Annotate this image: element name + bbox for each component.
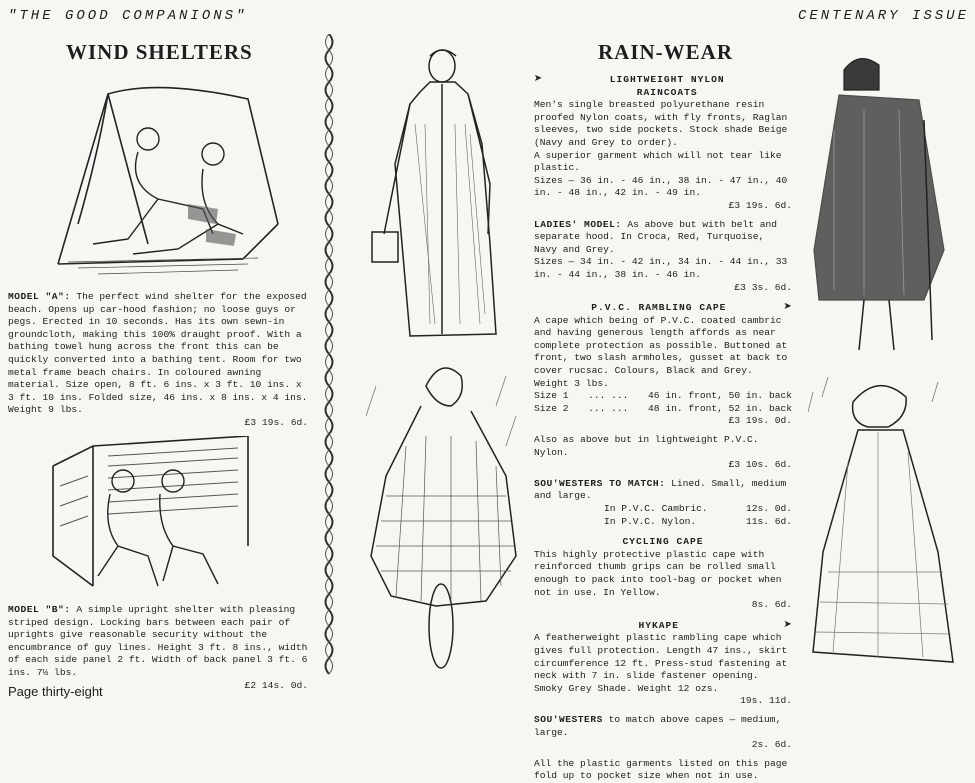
model-b-text: A simple upright shelter with pleasing striped design. Locking bars between each pair of uprights give reasonable security without the encumbrance of guy lines. Height 3 ft. 8 ins., width of each side panel 2 ft. Width of back panel 3 ft. 6 ins. 7½ lbs. <box>8 604 308 678</box>
ladies-text: As above but with belt and separate hood. In Croca, Red, Turquoise, Navy and Grey. <box>534 218 778 255</box>
hiker-cape-illustration <box>804 50 954 360</box>
pvc-size2-dots: ... ... <box>588 402 629 414</box>
final-note: All the plastic garments listed on this page fold up to pocket size when not in use. <box>534 757 788 782</box>
cycling-text: This highly protective plastic cape with reinforced thumb grips can be rolled small enough to pack into tool-bag or pocket when not in use. In Yellow. <box>534 548 782 598</box>
ladies-price: £3 3s. 6d. <box>734 281 792 293</box>
nylon-text: Men's single breasted polyurethane resin proofed Nylon coats, with fly fronts, Raglan sleeves, two side pockets. Stock shade Beige (Navy and Grey to order). <box>534 99 788 148</box>
wind-shelters-title: WIND SHELTERS <box>66 40 253 64</box>
souwester-cape-illustration <box>808 372 958 682</box>
nylon-text2: A superior garment which will not tear like plastic. <box>534 149 782 174</box>
souwesters-line1-price: 12s. 0d. <box>745 503 792 514</box>
nylon-price: £3 19s. 6d. <box>728 199 792 211</box>
souwesters-line2: In P.V.C. Nylon. <box>604 515 697 527</box>
shelter-b-illustration <box>48 436 256 594</box>
cycling-heading: CYCLING CAPE <box>622 536 704 548</box>
souwesters2-text: to match above capes — medium, large. <box>534 713 782 738</box>
cycling-price: 8s. 6d. <box>751 599 792 611</box>
arrow-right-icon: ➤ <box>783 617 792 634</box>
souwesters-line1: In P.V.C. Cambric. <box>604 503 708 514</box>
model-a-price: £3 19s. 6d. <box>244 416 308 428</box>
pvc-text: A cape which being of P.V.C. coated cambric and having generous length affords as near complete protection as possible. Buttoned at front, two slash armholes, gusset at back to cover rucsac. Colours, Black and Grey. Weight 3 lbs. <box>534 314 788 389</box>
nylon-heading-1: LIGHTWEIGHT NYLON <box>609 74 725 85</box>
shelter-a-illustration <box>38 74 308 286</box>
pvc-size1-label: Size 1 <box>534 390 569 402</box>
souwesters-text: Lined. Small, medium and large. <box>534 477 787 502</box>
man-raincoat-illustration <box>370 44 520 344</box>
model-a-block <box>8 291 308 430</box>
gutter-rope-divider <box>322 34 336 684</box>
arrow-left-icon: ➤ <box>534 72 543 88</box>
hykape-heading: HYKAPE <box>638 619 680 631</box>
model-b-label: MODEL "B": <box>8 604 71 615</box>
souwesters2-label: SOU'WESTERS <box>534 713 603 725</box>
hykape-price: 19s. 11d. <box>740 695 792 707</box>
header-right: CENTENARY ISSUE <box>797 8 969 24</box>
model-b-price: £2 14s. 0d. <box>244 679 308 691</box>
cyclist-cape-illustration <box>366 356 526 676</box>
souwesters2-price: 2s. 6d. <box>751 739 792 751</box>
model-a-label: MODEL "A": <box>8 291 71 302</box>
souwesters-label: SOU'WESTERS TO MATCH: <box>534 477 666 489</box>
nylon-sizes: Sizes — 36 in. - 46 in., 38 in. - 47 in., 40 in. - 48 in., 42 in. - 49 in. <box>534 174 788 199</box>
pvc-also-price: £3 10s. 6d. <box>728 459 792 471</box>
model-a-text: The perfect wind shelter for the exposed beach. Opens up car-hood fashion; no loose guys or pegs. Erected in 10 seconds. Has its own sewn-in groundcloth, making this 100% draught proof. With a bathing towel hung across the front this can be quickly converted into a bathing tent. Room for two metal frame beach chairs. In coloured awning material. Size open, 8 ft. 6 ins. x 3 ft. 10 ins. x 3 ft. 10 ins. Folded size, 46 ins. x 8 ins. x 4 ins. Weight 9 lbs. <box>8 291 308 416</box>
pvc-also: Also as above but in lightweight P.V.C. Nylon. <box>534 434 759 458</box>
souwesters-line2-price: 11s. 6d. <box>745 515 792 527</box>
pvc-size1-dots: ... ... <box>588 390 629 402</box>
model-b-block <box>8 604 308 692</box>
page-footer: Page thirty-eight <box>8 684 103 699</box>
rain-wear-column <box>534 74 792 783</box>
header-left: "THE GOOD COMPANIONS" <box>8 8 248 24</box>
pvc-size1-detail: 46 in. front, 50 in. back <box>648 390 792 402</box>
ladies-sizes: Sizes — 34 in. - 42 in., 34 in. - 44 in., 33 in. - 44 in., 38 in. - 46 in. <box>534 256 788 280</box>
pvc-price: £3 19s. 0d. <box>728 415 792 427</box>
pvc-size2-detail: 48 in. front, 52 in. back <box>648 402 792 414</box>
ladies-label: LADIES' MODEL: <box>534 218 622 230</box>
hykape-text: A featherweight plastic rambling cape which gives full protection. Length 47 ins., skirt circumference 12 ft. Press-stud fastening at neck with 7 in. slide fastener opening. Smoky Grey Shade. Weight 12 ozs. <box>534 632 788 694</box>
arrow-right-icon: ➤ <box>783 300 792 317</box>
pvc-size2-label: Size 2 <box>534 402 569 414</box>
pvc-heading: P.V.C. RAMBLING CAPE <box>591 302 727 314</box>
rain-wear-title: RAIN-WEAR <box>598 40 733 64</box>
nylon-heading-2: RAINCOATS <box>636 86 698 98</box>
